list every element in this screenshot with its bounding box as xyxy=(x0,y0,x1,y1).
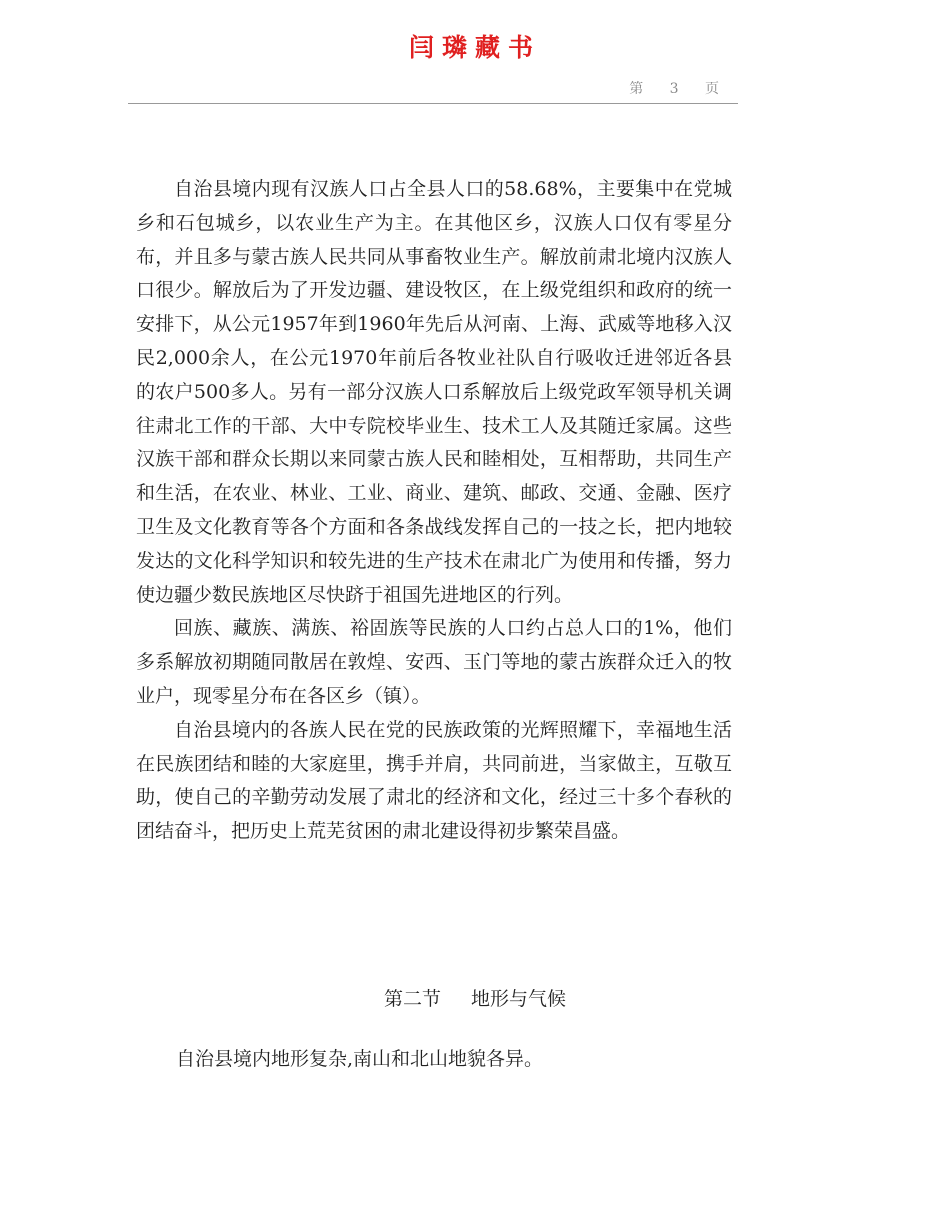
body-text xyxy=(136,173,732,849)
section-opening-line: 自治县境内地形复杂,南山和北山地貌各异。 xyxy=(176,1048,544,1070)
paragraph-ethnic-unity: 自治县境内的各族人民在党的民族政策的光辉照耀下，幸福地生活在民族团结和睦的大家庭里，携手并肩，共同前进，当家做主，互敬互助，使自己的辛勤劳动发展了肃北的经济和文化，经过三十多个春秋的团结奋斗，把历史上荒芜贫困的肃北建设得初步繁荣昌盛。 xyxy=(136,718,732,843)
collector-stamp: 闫璘藏书 xyxy=(408,33,541,62)
section-number: 第二节 xyxy=(383,988,441,1010)
paragraph-other-ethnic-groups: 回族、藏族、满族、裕固族等民族的人口约占总人口的1%，他们多系解放初期随同散居在敦煌、安西、玉门等地的蒙古族群众迁入的牧业户，现零星分布在各区乡（镇）。 xyxy=(136,617,732,707)
paragraph-han-population: 自治县境内现有汉族人口占全县人口的58.68%，主要集中在党城乡和石包城乡，以农业生产为主。在其他区乡，汉族人口仅有零星分布，并且多与蒙古族人民共同从事畜牧业生产。解放前肃北境内汉族人口很少。解放后为了开发边疆、建设牧区，在上级党组织和政府的统一安排下，从公元1957年到1960年先后从河南、上海、武威等地移入汉民2,000余人，在公元1970年前后各牧业社队自行吸收迁进邻近各县的农户500多人。另有一部分汉族人口系解放后上级党政军领导机关调往肃北工作的干部、大中专院校毕业生、技术工人及其随迁家属。这些汉族干部和群众长期以来同蒙古族人民和睦相处，互相帮助，共同生产和生活，在农业、林业、工业、商业、建筑、邮政、交通、金融、医疗卫生及文化教育等各个方面和各条战线发挥自己的一技之长，把内地较发达的文化科学知识和较先进的生产技术在肃北广为使用和传播，努力使边疆少数民族地区尽快跻于祖国先进地区的行列。 xyxy=(136,178,732,606)
section-heading xyxy=(0,984,950,1011)
header-rule xyxy=(128,103,738,104)
section-title-text: 地形与气候 xyxy=(471,988,567,1010)
page-number: 第 3 页 xyxy=(629,81,730,97)
